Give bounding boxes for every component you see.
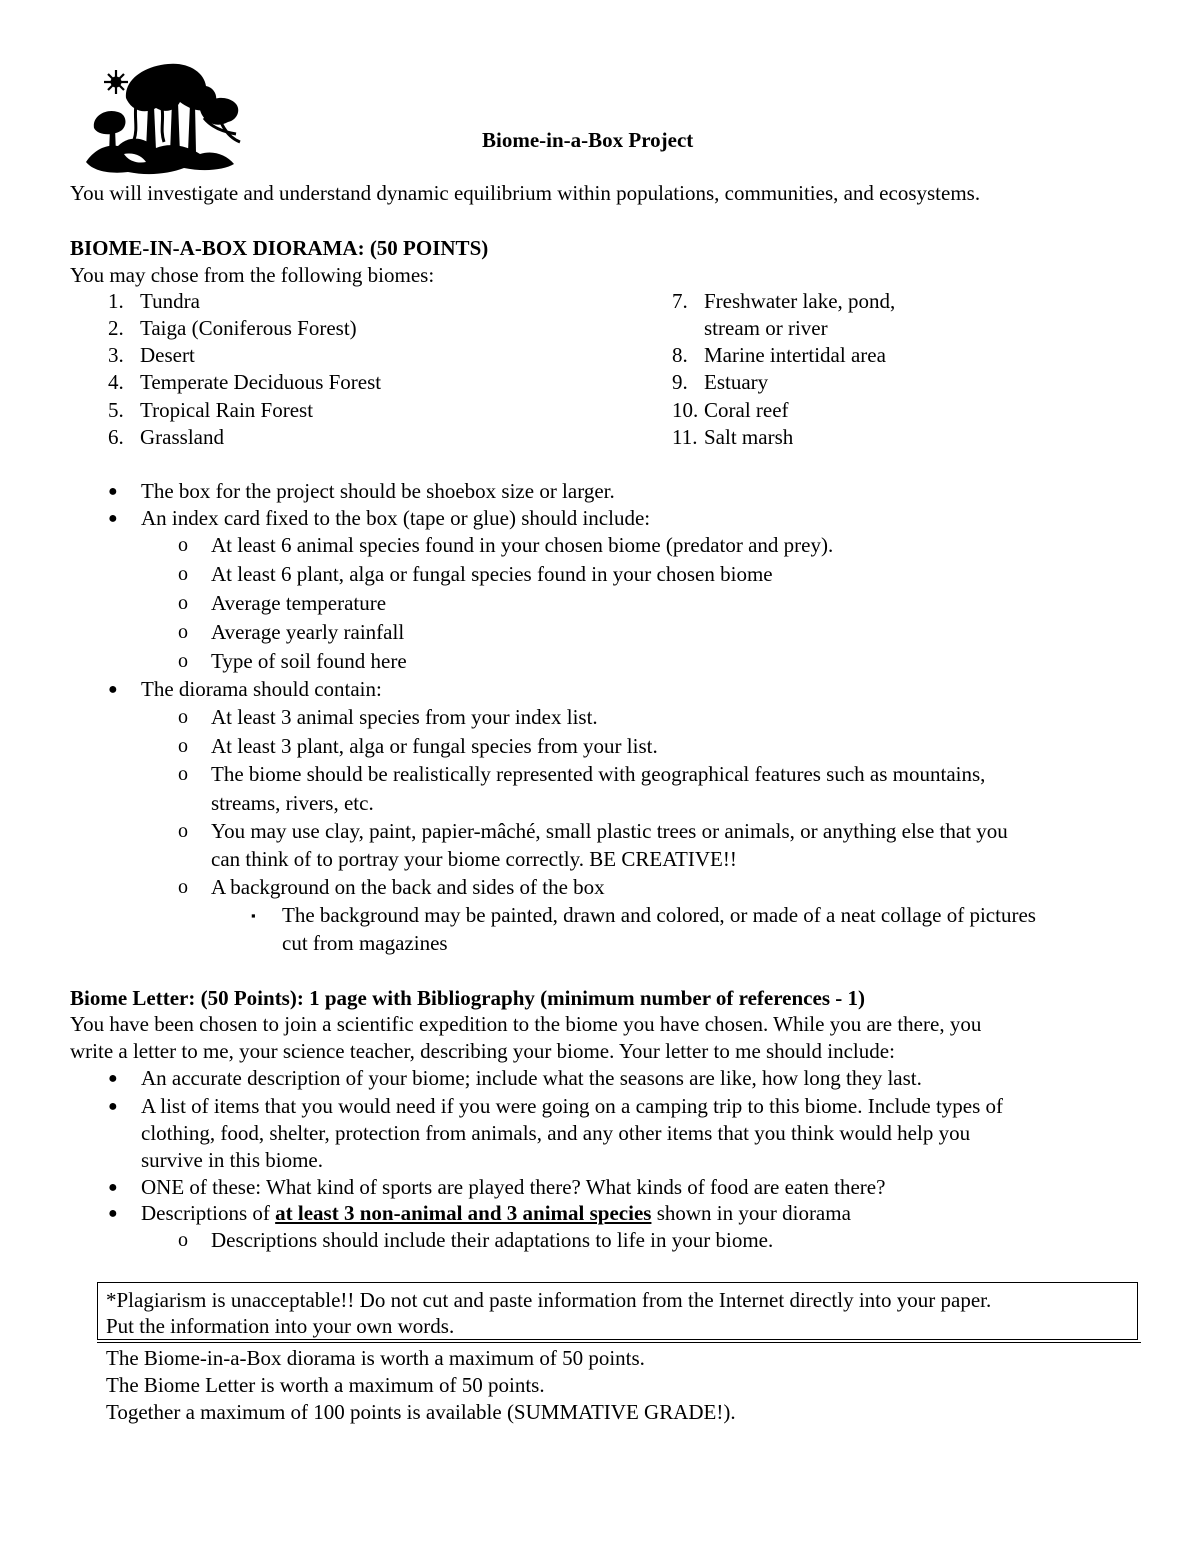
bullet-icon: ● — [108, 1205, 118, 1222]
circle-bullet-icon: o — [178, 621, 188, 643]
list-item: 10. Coral reef — [672, 398, 789, 422]
list-item: 4. Temperate Deciduous Forest — [108, 370, 382, 394]
list-item: 2. Taiga (Coniferous Forest) — [108, 316, 357, 340]
bullet-index-card: An index card fixed to the box (tape or glue) should include: — [141, 506, 651, 530]
bullet-icon: ● — [108, 1070, 118, 1087]
list-item: An accurate description of your biome; include what the seasons are like, how long they last. — [141, 1066, 922, 1090]
circle-bullet-icon: o — [178, 1229, 188, 1251]
circle-bullet-icon: o — [178, 534, 188, 556]
divider — [97, 1342, 1141, 1343]
letter-heading: Biome Letter: (50 Points): 1 page with Bibliography (minimum number of references - 1) — [70, 986, 865, 1010]
list-item: The background may be painted, drawn and colored, or made of a neat collage of pictures — [282, 903, 1036, 927]
list-item: Descriptions of at least 3 non-animal and 3 animal species shown in your diorama — [141, 1201, 851, 1225]
biome-trees-logo-icon — [84, 58, 250, 176]
list-item: 11. Salt marsh — [672, 425, 794, 449]
list-item: 5. Tropical Rain Forest — [108, 398, 314, 422]
list-item: 8. Marine intertidal area — [672, 343, 886, 367]
summary-line: Together a maximum of 100 points is available (SUMMATIVE GRADE!). — [106, 1400, 736, 1424]
list-item: 7. Freshwater lake, pond, — [672, 289, 896, 313]
list-item: ONE of these: What kind of sports are played there? What kinds of food are eaten there? — [141, 1175, 886, 1199]
square-bullet-icon: ▪ — [251, 908, 256, 923]
bullet-icon: ● — [108, 681, 118, 698]
plagiarism-line: Put the information into your own words. — [106, 1314, 455, 1338]
summary-line: The Biome Letter is worth a maximum of 50 points. — [106, 1373, 545, 1397]
emphasis-text: at least 3 non-animal and 3 animal species — [275, 1201, 652, 1225]
list-item-continued: streams, rivers, etc. — [211, 791, 374, 815]
list-item-continued: survive in this biome. — [141, 1148, 323, 1172]
list-item: At least 6 plant, alga or fungal species found in your chosen biome — [211, 562, 773, 586]
list-item-continued: cut from magazines — [282, 931, 448, 955]
intro-text: You will investigate and understand dynamic equilibrium within populations, communities, and ecosystems. — [70, 181, 981, 205]
list-item: 1. Tundra — [108, 289, 200, 313]
list-item-continued: clothing, food, shelter, protection from animals, and any other items that you think would help you — [141, 1121, 971, 1145]
bullet-icon: ● — [108, 1098, 118, 1115]
list-item: At least 3 animal species from your index list. — [211, 705, 598, 729]
bullet-icon: ● — [108, 510, 118, 527]
list-item: Average temperature — [211, 591, 387, 615]
list-item: 6. Grassland — [108, 425, 224, 449]
circle-bullet-icon: o — [178, 763, 188, 785]
bullet-diorama-contain: The diorama should contain: — [141, 677, 382, 701]
list-item: A background on the back and sides of the box — [211, 875, 605, 899]
list-item: You may use clay, paint, papier-mâché, small plastic trees or animals, or anything else that you — [211, 819, 1008, 843]
circle-bullet-icon: o — [178, 592, 188, 614]
list-item: At least 3 plant, alga or fungal species from your list. — [211, 734, 658, 758]
diorama-subheading: You may chose from the following biomes: — [70, 263, 435, 287]
list-item-continued: can think of to portray your biome correctly. BE CREATIVE!! — [211, 847, 737, 871]
list-item: stream or river — [704, 316, 828, 340]
list-item: 9. Estuary — [672, 370, 769, 394]
bullet-icon: ● — [108, 1179, 118, 1196]
list-item: A list of items that you would need if you were going on a camping trip to this biome. Include types of — [141, 1094, 1004, 1118]
letter-paragraph-line: You have been chosen to join a scientific expedition to the biome you have chosen. While you are there, you — [70, 1012, 982, 1036]
list-item: Average yearly rainfall — [211, 620, 405, 644]
summary-line: The Biome-in-a-Box diorama is worth a maximum of 50 points. — [106, 1346, 645, 1370]
circle-bullet-icon: o — [178, 650, 188, 672]
list-item: The biome should be realistically represented with geographical features such as mountains, — [211, 762, 986, 786]
bullet-icon: ● — [108, 483, 118, 500]
list-item: Type of soil found here — [211, 649, 407, 673]
list-item: 3. Desert — [108, 343, 195, 367]
circle-bullet-icon: o — [178, 820, 188, 842]
circle-bullet-icon: o — [178, 735, 188, 757]
list-item: Descriptions should include their adaptations to life in your biome. — [211, 1228, 774, 1252]
diorama-heading: BIOME-IN-A-BOX DIORAMA: (50 POINTS) — [70, 236, 489, 260]
letter-paragraph-line: write a letter to me, your science teacher, describing your biome. Your letter to me should include: — [70, 1039, 895, 1063]
circle-bullet-icon: o — [178, 706, 188, 728]
bullet-box-size: The box for the project should be shoebox size or larger. — [141, 479, 615, 503]
plagiarism-line: *Plagiarism is unacceptable!! Do not cut and paste information from the Internet directly into your paper. — [106, 1288, 992, 1312]
page-title: Biome-in-a-Box Project — [482, 128, 694, 152]
circle-bullet-icon: o — [178, 876, 188, 898]
circle-bullet-icon: o — [178, 563, 188, 585]
list-item: At least 6 animal species found in your chosen biome (predator and prey). — [211, 533, 834, 557]
